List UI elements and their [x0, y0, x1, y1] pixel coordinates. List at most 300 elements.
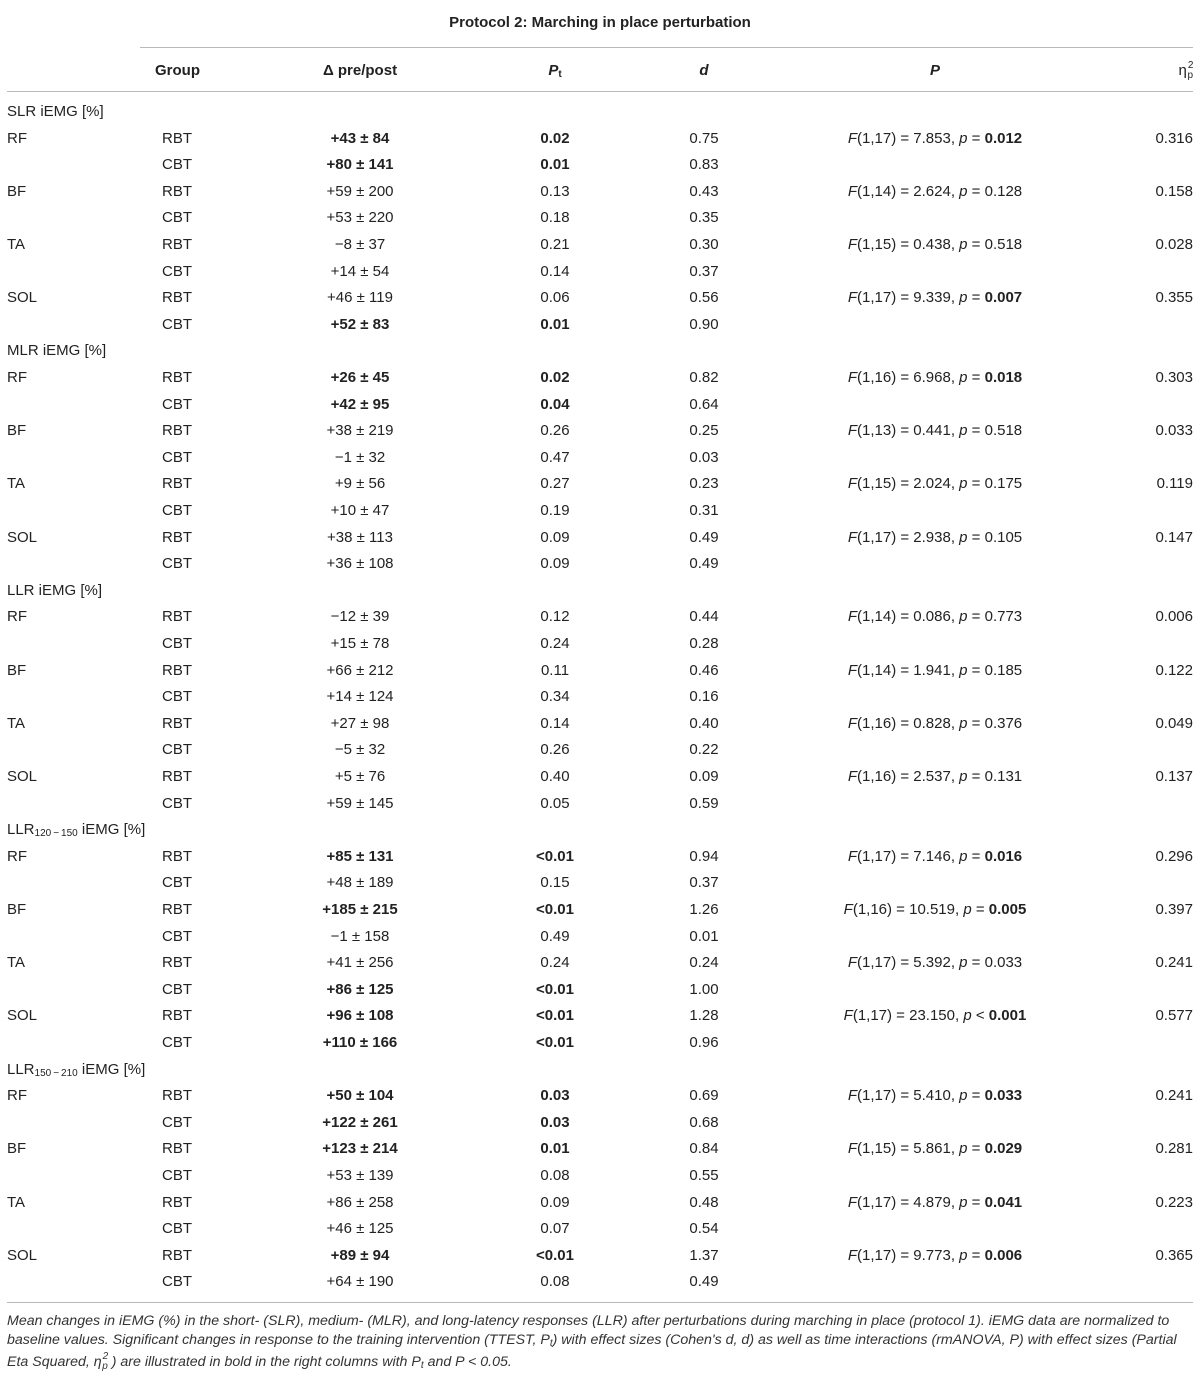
anova-p-value: 0.518 — [984, 422, 1023, 440]
delta-cell: +86 ± 258 — [326, 1193, 394, 1211]
table-row — [0, 764, 1200, 790]
anova-p-value: 0.005 — [988, 901, 1027, 918]
section-title-text: SLR iEMG [%] — [7, 103, 104, 120]
d-cell: 0.96 — [689, 1034, 719, 1051]
d-cell: 1.28 — [689, 1007, 719, 1025]
delta-cell: +38 ± 219 — [326, 422, 394, 440]
group-cell: CBT — [162, 874, 192, 892]
table-row — [0, 791, 1200, 817]
pt-cell: 0.14 — [540, 714, 570, 732]
header-eta-sup: 2 — [1187, 60, 1194, 71]
pt-cell: 0.14 — [540, 262, 570, 280]
muscle-label: TA — [7, 475, 26, 493]
d-cell: 0.75 — [689, 129, 719, 147]
anova-p-label: p — [959, 475, 968, 493]
pt-cell: 0.49 — [540, 927, 570, 945]
anova-p-label: p — [959, 422, 968, 440]
anova-p-value: 0.016 — [984, 847, 1023, 865]
d-cell: 0.09 — [689, 768, 719, 785]
d-cell: 0.24 — [689, 954, 719, 972]
muscle-label: TA — [7, 954, 26, 972]
table-row — [0, 365, 1200, 391]
d-cell: 0.22 — [689, 741, 719, 759]
section-title-row — [0, 99, 1200, 125]
anova-f-label: F — [843, 1007, 853, 1025]
group-cell: CBT — [162, 315, 192, 333]
table-row — [0, 1216, 1200, 1242]
muscle-label: BF — [7, 1140, 27, 1158]
pt-cell: 0.09 — [540, 555, 570, 573]
group-cell: RBT — [162, 1193, 192, 1211]
delta-cell: +5 ± 76 — [334, 768, 386, 785]
header-group: Group — [155, 62, 200, 79]
delta-cell: −5 ± 32 — [334, 741, 386, 759]
anova-df-value: (1,14) = 0.086, — [857, 608, 960, 626]
anova-df-value: (1,15) = 0.438, — [857, 236, 960, 253]
section-title-row — [0, 578, 1200, 604]
table-row — [0, 1083, 1200, 1109]
group-cell: CBT — [162, 156, 192, 174]
anova-cell — [780, 365, 1090, 391]
anova-p-label: p — [959, 236, 968, 253]
anova-f-label: F — [847, 129, 857, 147]
d-cell: 0.31 — [689, 502, 719, 519]
anova-p-operator: = — [967, 1087, 985, 1105]
protocol-rule — [140, 47, 1193, 48]
delta-cell: +46 ± 119 — [327, 289, 393, 307]
anova-f-label: F — [847, 528, 857, 546]
pt-cell: 0.07 — [540, 1220, 570, 1238]
delta-cell: +85 ± 131 — [326, 847, 394, 865]
anova-p-operator: = — [967, 1246, 985, 1264]
muscle-label: SOL — [7, 1246, 38, 1264]
table-row — [0, 604, 1200, 630]
anova-p-value: 0.773 — [984, 608, 1023, 626]
anova-df-value: (1,16) = 6.968, — [857, 369, 960, 386]
delta-cell: +66 ± 212 — [326, 661, 394, 679]
anova-df-value: (1,17) = 4.879, — [857, 1193, 960, 1211]
anova-p-label: p — [959, 1140, 968, 1158]
group-cell: RBT — [162, 714, 192, 732]
header-eta-sub: p — [1187, 70, 1193, 81]
pt-cell: <0.01 — [536, 1007, 574, 1025]
anova-p-value: 0.007 — [984, 289, 1023, 307]
delta-cell: +110 ± 166 — [322, 1034, 398, 1051]
muscle-label: TA — [7, 1193, 26, 1211]
delta-cell: +15 ± 78 — [330, 635, 390, 652]
muscle-label: RF — [7, 129, 27, 147]
header-pt-main: P — [548, 62, 559, 79]
eta-cell: 0.365 — [1155, 1246, 1193, 1264]
pt-cell: <0.01 — [536, 980, 574, 998]
anova-p-operator: = — [967, 954, 985, 972]
pt-cell: 0.03 — [540, 1113, 570, 1131]
anova-p-operator: = — [967, 1140, 985, 1158]
d-cell: 0.59 — [689, 794, 719, 812]
d-cell: 0.82 — [689, 369, 719, 386]
anova-cell — [780, 418, 1090, 444]
group-cell: RBT — [162, 954, 192, 972]
d-cell: 0.68 — [689, 1113, 719, 1131]
d-cell: 0.35 — [689, 209, 719, 227]
delta-cell: +86 ± 125 — [326, 980, 394, 998]
table-row — [0, 1136, 1200, 1162]
anova-cell — [780, 950, 1090, 976]
anova-p-label: p — [959, 954, 968, 972]
anova-p-operator: = — [971, 901, 989, 918]
caption-text-3: ) are illustrated in bold in the right columns with P — [107, 1354, 421, 1370]
table-row — [0, 950, 1200, 976]
pt-cell: 0.08 — [540, 1167, 570, 1184]
section-title-text: LLR iEMG [%] — [7, 581, 103, 599]
group-cell: CBT — [162, 1113, 192, 1131]
anova-cell — [780, 126, 1090, 152]
table-row — [0, 551, 1200, 577]
anova-cell — [780, 711, 1090, 737]
table-row — [0, 392, 1200, 418]
pt-cell: 0.26 — [540, 422, 570, 440]
muscle-label: TA — [7, 714, 26, 732]
table-row — [0, 418, 1200, 444]
anova-cell — [780, 232, 1090, 258]
group-cell: RBT — [162, 289, 192, 307]
delta-cell: +64 ± 190 — [326, 1273, 394, 1291]
delta-cell: +9 ± 56 — [334, 475, 386, 493]
anova-p-label: p — [963, 1007, 972, 1025]
d-cell: 0.46 — [689, 661, 719, 679]
eta-cell: 0.158 — [1155, 182, 1193, 200]
muscle-label: BF — [7, 661, 27, 679]
table-row — [0, 897, 1200, 923]
anova-p-label: p — [963, 901, 972, 918]
muscle-label: BF — [7, 901, 27, 918]
pt-cell: <0.01 — [536, 1246, 574, 1264]
anova-p-value: 0.105 — [984, 528, 1023, 546]
group-cell: CBT — [162, 502, 192, 519]
anova-f-label: F — [847, 1087, 857, 1105]
group-cell: CBT — [162, 980, 192, 998]
muscle-label: RF — [7, 369, 27, 386]
anova-df-value: (1,17) = 7.853, — [857, 129, 960, 147]
delta-cell: +14 ± 54 — [330, 262, 390, 280]
anova-p-value: 0.518 — [984, 236, 1023, 253]
caption-text-4: and P < 0.05. — [423, 1354, 512, 1370]
delta-cell: +96 ± 108 — [326, 1007, 394, 1025]
table-row — [0, 1190, 1200, 1216]
anova-p-label: p — [959, 528, 968, 546]
delta-cell: +41 ± 256 — [326, 954, 394, 972]
delta-cell: +10 ± 47 — [330, 502, 390, 519]
delta-cell: +48 ± 189 — [326, 874, 394, 892]
d-cell: 0.43 — [689, 182, 719, 200]
eta-cell: 0.303 — [1155, 369, 1193, 386]
section-title-sub: 120 − 150 — [34, 828, 78, 840]
anova-df-value: (1,14) = 2.624, — [857, 182, 960, 200]
anova-f-label: F — [847, 1140, 857, 1158]
anova-p-operator: = — [967, 1193, 985, 1211]
eta-cell: 0.049 — [1155, 714, 1193, 732]
group-cell: RBT — [162, 1087, 192, 1105]
pt-cell: 0.27 — [540, 475, 570, 493]
eta-cell: 0.137 — [1155, 768, 1193, 785]
d-cell: 0.49 — [689, 528, 719, 546]
d-cell: 0.30 — [689, 236, 719, 253]
anova-p-value: 0.041 — [984, 1193, 1023, 1211]
table-row — [0, 126, 1200, 152]
anova-p-operator: = — [967, 182, 985, 200]
group-cell: CBT — [162, 688, 192, 706]
anova-p-value: 0.185 — [984, 661, 1023, 679]
anova-cell — [780, 897, 1090, 923]
anova-p-label: p — [959, 1193, 968, 1211]
delta-cell: +43 ± 84 — [330, 129, 390, 147]
anova-cell — [780, 1083, 1090, 1109]
anova-p-label: p — [959, 1246, 968, 1264]
group-cell: CBT — [162, 448, 192, 466]
eta-cell: 0.119 — [1156, 475, 1193, 493]
anova-df-value: (1,17) = 9.339, — [857, 289, 960, 307]
anova-cell — [780, 764, 1090, 790]
eta-cell: 0.006 — [1155, 608, 1193, 626]
delta-cell: +26 ± 45 — [330, 369, 390, 386]
muscle-label: SOL — [7, 289, 38, 307]
d-cell: 0.28 — [689, 635, 719, 652]
pt-cell: 0.06 — [540, 289, 570, 307]
group-cell: CBT — [162, 635, 192, 652]
header-pt-sub: t — [558, 69, 562, 80]
pt-cell: 0.01 — [540, 1140, 570, 1158]
anova-p-label: p — [959, 1087, 968, 1105]
anova-f-label: F — [847, 289, 857, 307]
section-title — [7, 338, 106, 364]
d-cell: 0.48 — [689, 1193, 719, 1211]
delta-cell: +42 ± 95 — [330, 395, 390, 413]
anova-cell — [780, 1243, 1090, 1269]
delta-cell: +59 ± 200 — [326, 182, 394, 200]
anova-p-label: p — [959, 714, 968, 732]
table-row — [0, 737, 1200, 763]
muscle-label: TA — [7, 236, 26, 253]
pt-cell: <0.01 — [536, 901, 574, 918]
eta-cell: 0.577 — [1155, 1007, 1193, 1025]
d-cell: 0.90 — [689, 315, 719, 333]
muscle-label: RF — [7, 608, 27, 626]
section-title-text: LLR — [7, 1060, 35, 1078]
anova-f-label: F — [847, 369, 857, 386]
anova-p-value: 0.018 — [984, 369, 1023, 386]
d-cell: 0.84 — [689, 1140, 719, 1158]
anova-p-value: 0.001 — [988, 1007, 1027, 1025]
caption-sub-2: t — [420, 1360, 424, 1371]
anova-p-value: 0.006 — [984, 1246, 1023, 1264]
anova-cell — [780, 1003, 1090, 1029]
anova-p-operator: = — [967, 661, 985, 679]
table-row — [0, 1003, 1200, 1029]
pt-cell: 0.26 — [540, 741, 570, 759]
group-cell: CBT — [162, 209, 192, 227]
table-caption — [7, 1312, 1193, 1375]
table-row — [0, 658, 1200, 684]
pt-cell: 0.18 — [540, 209, 570, 227]
anova-p-value: 0.029 — [984, 1140, 1023, 1158]
group-cell: RBT — [162, 1140, 192, 1158]
anova-p-operator: = — [967, 129, 985, 147]
d-cell: 0.64 — [689, 395, 719, 413]
d-cell: 0.69 — [689, 1087, 719, 1105]
group-cell: RBT — [162, 422, 192, 440]
eta-cell: 0.316 — [1155, 129, 1193, 147]
table-row — [0, 924, 1200, 950]
pt-cell: 0.21 — [540, 236, 570, 253]
group-cell: CBT — [162, 1167, 192, 1184]
anova-p-operator: = — [967, 475, 985, 493]
table-row — [0, 179, 1200, 205]
group-cell: CBT — [162, 741, 192, 759]
anova-p-value: 0.033 — [984, 1087, 1023, 1105]
table-row — [0, 445, 1200, 471]
pt-cell: 0.09 — [540, 1193, 570, 1211]
anova-p-operator: = — [967, 847, 985, 865]
anova-p-value: 0.376 — [984, 714, 1023, 732]
table-row — [0, 259, 1200, 285]
anova-p-operator: = — [967, 236, 985, 253]
delta-cell: +185 ± 215 — [322, 901, 398, 918]
anova-df-value: (1,16) = 2.537, — [857, 768, 960, 785]
delta-cell: −8 ± 37 — [334, 236, 386, 253]
anova-df-value: (1,14) = 1.941, — [857, 661, 960, 679]
pt-cell: 0.13 — [540, 182, 570, 200]
group-cell: CBT — [162, 927, 192, 945]
anova-p-value: 0.131 — [984, 768, 1023, 785]
pt-cell: 0.01 — [540, 315, 570, 333]
anova-p-operator: = — [967, 289, 985, 307]
pt-cell: 0.12 — [540, 608, 570, 626]
delta-cell: +59 ± 145 — [326, 794, 394, 812]
eta-cell: 0.241 — [1155, 954, 1193, 972]
delta-cell: +123 ± 214 — [322, 1140, 398, 1158]
d-cell: 0.49 — [689, 1273, 719, 1291]
delta-cell: +52 ± 83 — [330, 315, 390, 333]
anova-df-value: (1,16) = 0.828, — [857, 714, 960, 732]
table-row — [0, 1110, 1200, 1136]
d-cell: 1.37 — [689, 1246, 719, 1264]
anova-df-value: (1,15) = 5.861, — [857, 1140, 960, 1158]
d-cell: 0.37 — [689, 262, 719, 280]
muscle-label: SOL — [7, 528, 38, 546]
group-cell: RBT — [162, 528, 192, 546]
delta-cell: +122 ± 261 — [322, 1113, 398, 1131]
group-cell: RBT — [162, 236, 192, 253]
bottom-rule — [7, 1302, 1193, 1303]
d-cell: 0.03 — [689, 448, 719, 466]
table-row — [0, 870, 1200, 896]
d-cell: 0.83 — [689, 156, 719, 174]
table-row — [0, 1030, 1200, 1056]
d-cell: 0.94 — [689, 847, 719, 865]
eta-cell: 0.028 — [1155, 236, 1193, 253]
pt-cell: 0.03 — [540, 1087, 570, 1105]
anova-cell — [780, 285, 1090, 311]
pt-cell: 0.24 — [540, 954, 570, 972]
anova-p-label: p — [959, 608, 968, 626]
pt-cell: 0.15 — [540, 874, 570, 892]
column-header-row — [0, 62, 1200, 84]
anova-p-operator: < — [971, 1007, 989, 1025]
anova-f-label: F — [847, 954, 857, 972]
header-delta: Δ pre/post — [322, 62, 398, 79]
anova-f-label: F — [847, 768, 857, 785]
group-cell: RBT — [162, 369, 192, 386]
pt-cell: <0.01 — [536, 1034, 574, 1051]
section-title — [7, 578, 102, 604]
eta-cell: 0.223 — [1155, 1193, 1193, 1211]
group-cell: CBT — [162, 555, 192, 573]
eta-cell: 0.033 — [1155, 422, 1193, 440]
anova-p-operator: = — [967, 528, 985, 546]
eta-cell: 0.147 — [1155, 528, 1193, 546]
section-title-suffix: iEMG [%] — [77, 1060, 146, 1078]
anova-cell — [780, 844, 1090, 870]
table-row — [0, 684, 1200, 710]
muscle-label: BF — [7, 182, 27, 200]
anova-p-value: 0.033 — [984, 954, 1023, 972]
group-cell: RBT — [162, 768, 192, 785]
table-row — [0, 977, 1200, 1003]
caption-text-1: Mean changes in iEMG (%) in the short- (SLR), medium- (MLR), and long-latency responses (LLR) after perturbations during marching in place (protocol 1). iEMG data are normalized to baseline values. Significant changes in response to the training intervention (TTEST, P — [7, 1313, 1170, 1348]
d-cell: 0.44 — [689, 608, 719, 626]
table-row — [0, 711, 1200, 737]
anova-df-value: (1,17) = 23.150, — [852, 1007, 964, 1025]
section-title-row — [0, 817, 1200, 843]
d-cell: 0.01 — [689, 927, 719, 945]
d-cell: 1.00 — [689, 980, 719, 998]
group-cell: RBT — [162, 847, 192, 865]
anova-df-value: (1,13) = 0.441, — [857, 422, 960, 440]
anova-f-label: F — [847, 182, 857, 200]
header-d: d — [699, 62, 709, 79]
anova-p-label: p — [959, 129, 968, 147]
table-row — [0, 312, 1200, 338]
anova-p-label: p — [959, 369, 968, 386]
protocol-title: Protocol 2: Marching in place perturbation — [449, 14, 751, 31]
section-title-text: LLR — [7, 821, 35, 839]
d-cell: 0.25 — [689, 422, 719, 440]
anova-p-value: 0.175 — [984, 475, 1023, 493]
eta-cell: 0.397 — [1155, 901, 1193, 918]
table-row — [0, 498, 1200, 524]
section-title — [7, 817, 145, 847]
anova-f-label: F — [847, 1246, 857, 1264]
anova-df-value: (1,17) = 9.773, — [857, 1246, 960, 1264]
d-cell: 0.40 — [689, 714, 719, 732]
section-title-suffix: iEMG [%] — [77, 821, 146, 839]
caption-eta-sup: 2 — [102, 1351, 109, 1362]
delta-cell: +36 ± 108 — [326, 555, 394, 573]
anova-df-value: (1,16) = 10.519, — [852, 901, 964, 918]
delta-cell: −1 ± 32 — [334, 448, 386, 466]
muscle-label: BF — [7, 422, 27, 440]
table-row — [0, 631, 1200, 657]
caption-eta-sub: p — [102, 1361, 108, 1372]
pt-cell: 0.47 — [540, 448, 570, 466]
anova-f-label: F — [847, 236, 857, 253]
anova-df-value: (1,17) = 5.392, — [857, 954, 960, 972]
anova-p-operator: = — [967, 369, 985, 386]
anova-df-value: (1,17) = 2.938, — [857, 528, 960, 546]
group-cell: CBT — [162, 1034, 192, 1051]
muscle-label: SOL — [7, 768, 38, 785]
pt-cell: 0.34 — [540, 688, 570, 706]
